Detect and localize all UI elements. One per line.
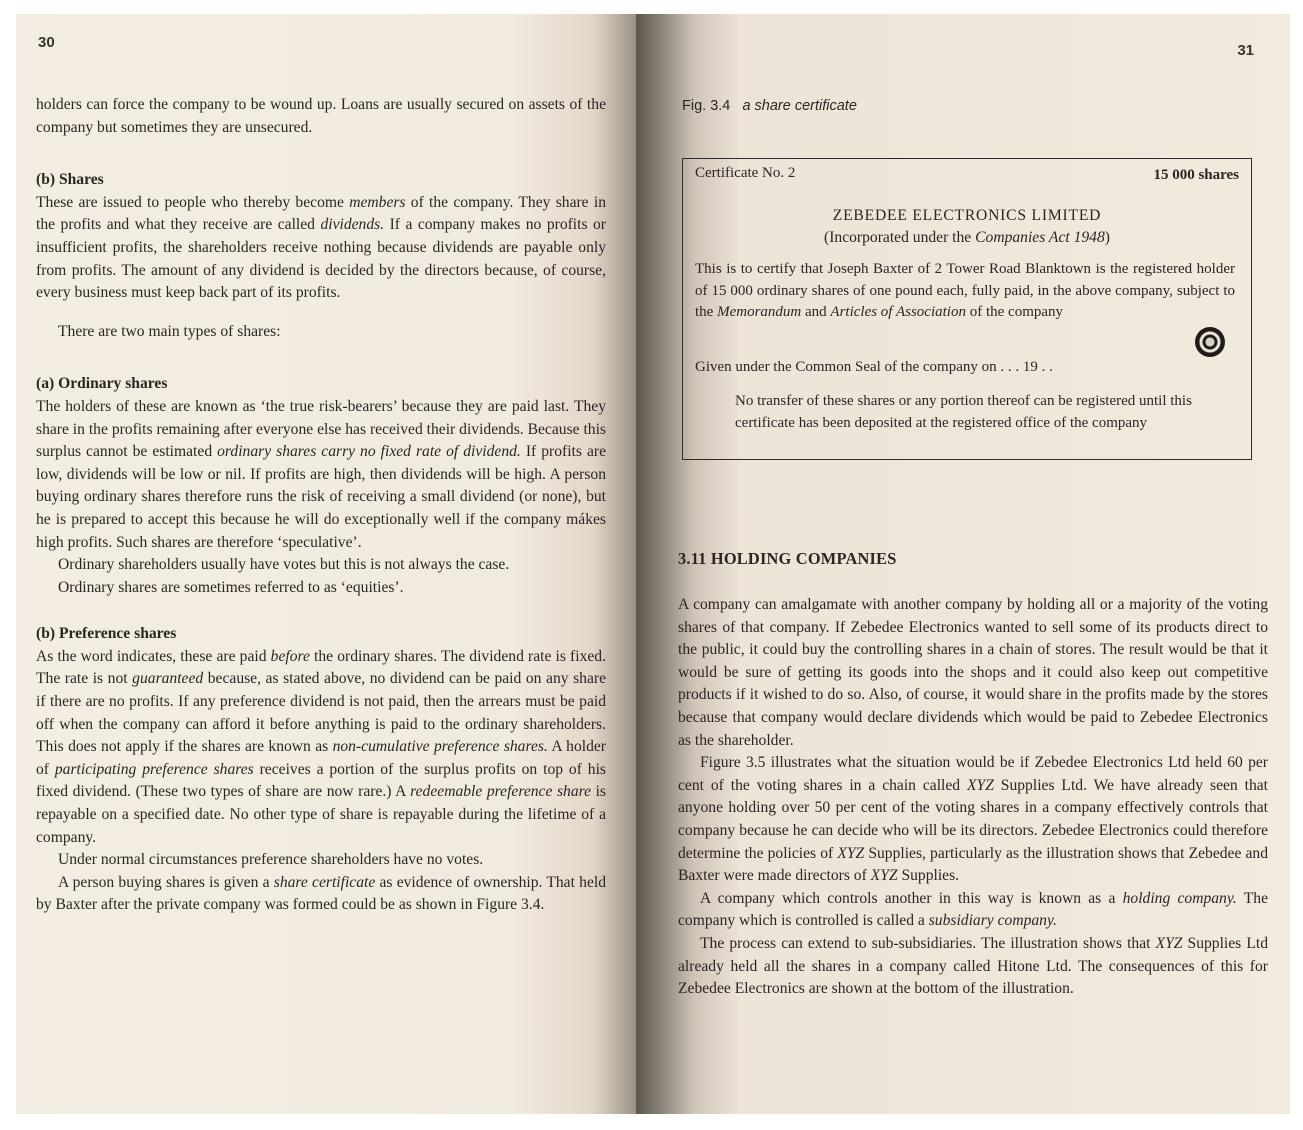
- paragraph-figure-3-5: Figure 3.5 illustrates what the situation would be if Zebedee Electronics Ltd held 60 per cent of the voting shares in a chain called XYZ Supplies Ltd. We have already seen that anyone holding over 50 per cent of the voting shares in a company effectively controls that company because he can decide who will be its directors. Zebedee Electronics could therefore determine the policies of XYZ Supplies, particularly as the illustration shows that Zebedee and Baxter were made directors of XYZ Supplies.: [678, 754, 1269, 885]
- paragraph-preference: As the word indicates, these are paid before the ordinary shares. The dividend rate is fixed. The rate is not guaranteed because, as stated above, no dividend can be paid on any share if there are no profits. If any preference dividend is not paid, then the arrears must be paid off when the company can afford it before anything is paid to the ordinary shareholders. This does not apply if the shares are known as non-cumulative preference shares. A holder of participating preference shares receives a portion of the surplus profits on top of his fixed dividend. (These two types of share are now rare.) A redeemable preference share is repayable on a specified date. No other type of share is repayable during the lifetime of a company.: [36, 647, 607, 846]
- share-certificate: [682, 158, 1252, 460]
- right-text-column: [678, 594, 1268, 1001]
- paragraph-amalgamate: A company can amalgamate with another company by holding all or a majority of the voting shares of that company. If Zebedee Electronics wanted to sell some of its products direct to the public, it could buy the controlling shares in a chain of stores. The result would be that it would be sure of getting its goods into the shops and it could also keep out competitive products if it wished to do so. Also, of course, it would share in the profits made by the stores because that company would declare dividends which would be paid to Zebedee Electronics as the shareholder.: [678, 596, 1268, 749]
- paragraph-preference-votes: Under normal circumstances preference shareholders have no votes.: [58, 851, 484, 869]
- left-page: [16, 14, 636, 1114]
- book-spread: [16, 14, 1290, 1114]
- right-page: [636, 14, 1290, 1114]
- heading-shares: (b) Shares: [36, 171, 104, 189]
- paragraph-equities: Ordinary shares are sometimes referred to as ‘equities’.: [58, 578, 404, 596]
- paragraph-two-types: There are two main types of shares:: [58, 322, 281, 340]
- certificate-company: ZEBEDEE ELECTRONICS LIMITED: [832, 207, 1102, 224]
- paragraph-sub-subsidiaries: The process can extend to sub-subsidiaries. The illustration shows that XYZ Supplies Ltd already held all the shares in a company called Hitone Ltd. The consequences of this for Zebedee Electronics are shown at the bottom of the illustration.: [678, 934, 1268, 998]
- paragraph-shares: These are issued to people who thereby become members of the company. They share in the profits and what they receive are called dividends. If a company makes no profits or insufficient profits, the shareholders receive nothing because dividends are payable only from profits. The amount of any dividend is decided by the directors because, of course, every business must keep back part of its profits.: [36, 193, 606, 302]
- certificate-given: Given under the Common Seal of the company on . . . 19 . .: [695, 359, 1053, 375]
- figure-label: Fig. 3.4: [682, 98, 731, 114]
- heading-preference-shares: (b) Preference shares: [36, 625, 177, 643]
- paragraph-share-certificate: A person buying shares is given a share certificate as evidence of ownership. That held by Baxter after the private company was formed could be as shown in Figure 3.4.: [36, 873, 606, 914]
- certificate-body: This is to certify that Joseph Baxter of 2 Tower Road Blanktown is the registered holder of 15 000 ordinary shares of one pound each, fully paid, in the above company, subject to the Memorandum and Articles of Association of the company: [695, 261, 1235, 320]
- certificate-transfer-note: No transfer of these shares or any portion thereof can be registered until this certificate has been deposited at the registered office of the company: [735, 393, 1192, 431]
- left-text-column: [36, 94, 606, 917]
- section-title-holding-companies: 3.11 HOLDING COMPANIES: [678, 549, 897, 568]
- certificate-number: Certificate No. 2: [695, 165, 796, 181]
- paragraph-wound-up: holders can force the company to be wound up. Loans are usually secured on assets of the company but sometimes they are unsecured.: [36, 96, 606, 136]
- paragraph-holding-company: A company which controls another in this way is known as a holding company. The company which is controlled is called a subsidiary company.: [678, 889, 1268, 930]
- paragraph-ordinary: The holders of these are known as ‘the true risk-bearers’ because they are paid last. They share in the profits remaining after everyone else has received their dividends. Because this surplus cannot be estimated ordinary shares carry no fixed rate of dividend. If profits are low, dividends will be low or nil. If profits are high, then dividends will be high. A person buying ordinary shares therefore runs the risk of receiving a small dividend (or none), but he is prepared to accept this because he will do exceptionally well if the company mákes high profits. Such shares are therefore ‘speculative’.: [36, 397, 606, 551]
- certificate-shares: 15 000 shares: [1153, 167, 1239, 183]
- company-seal-icon: [1195, 327, 1225, 357]
- figure-caption: [682, 98, 857, 114]
- paragraph-ordinary-votes: Ordinary shareholders usually have votes but this is not always the case.: [58, 556, 510, 574]
- page-number-right: 31: [1237, 42, 1254, 59]
- heading-ordinary-shares: (a) Ordinary shares: [36, 375, 168, 393]
- figure-title: a share certificate: [742, 98, 857, 114]
- page-number-left: 30: [38, 34, 55, 51]
- certificate-incorporation: (Incorporated under the Companies Act 1948): [824, 229, 1110, 246]
